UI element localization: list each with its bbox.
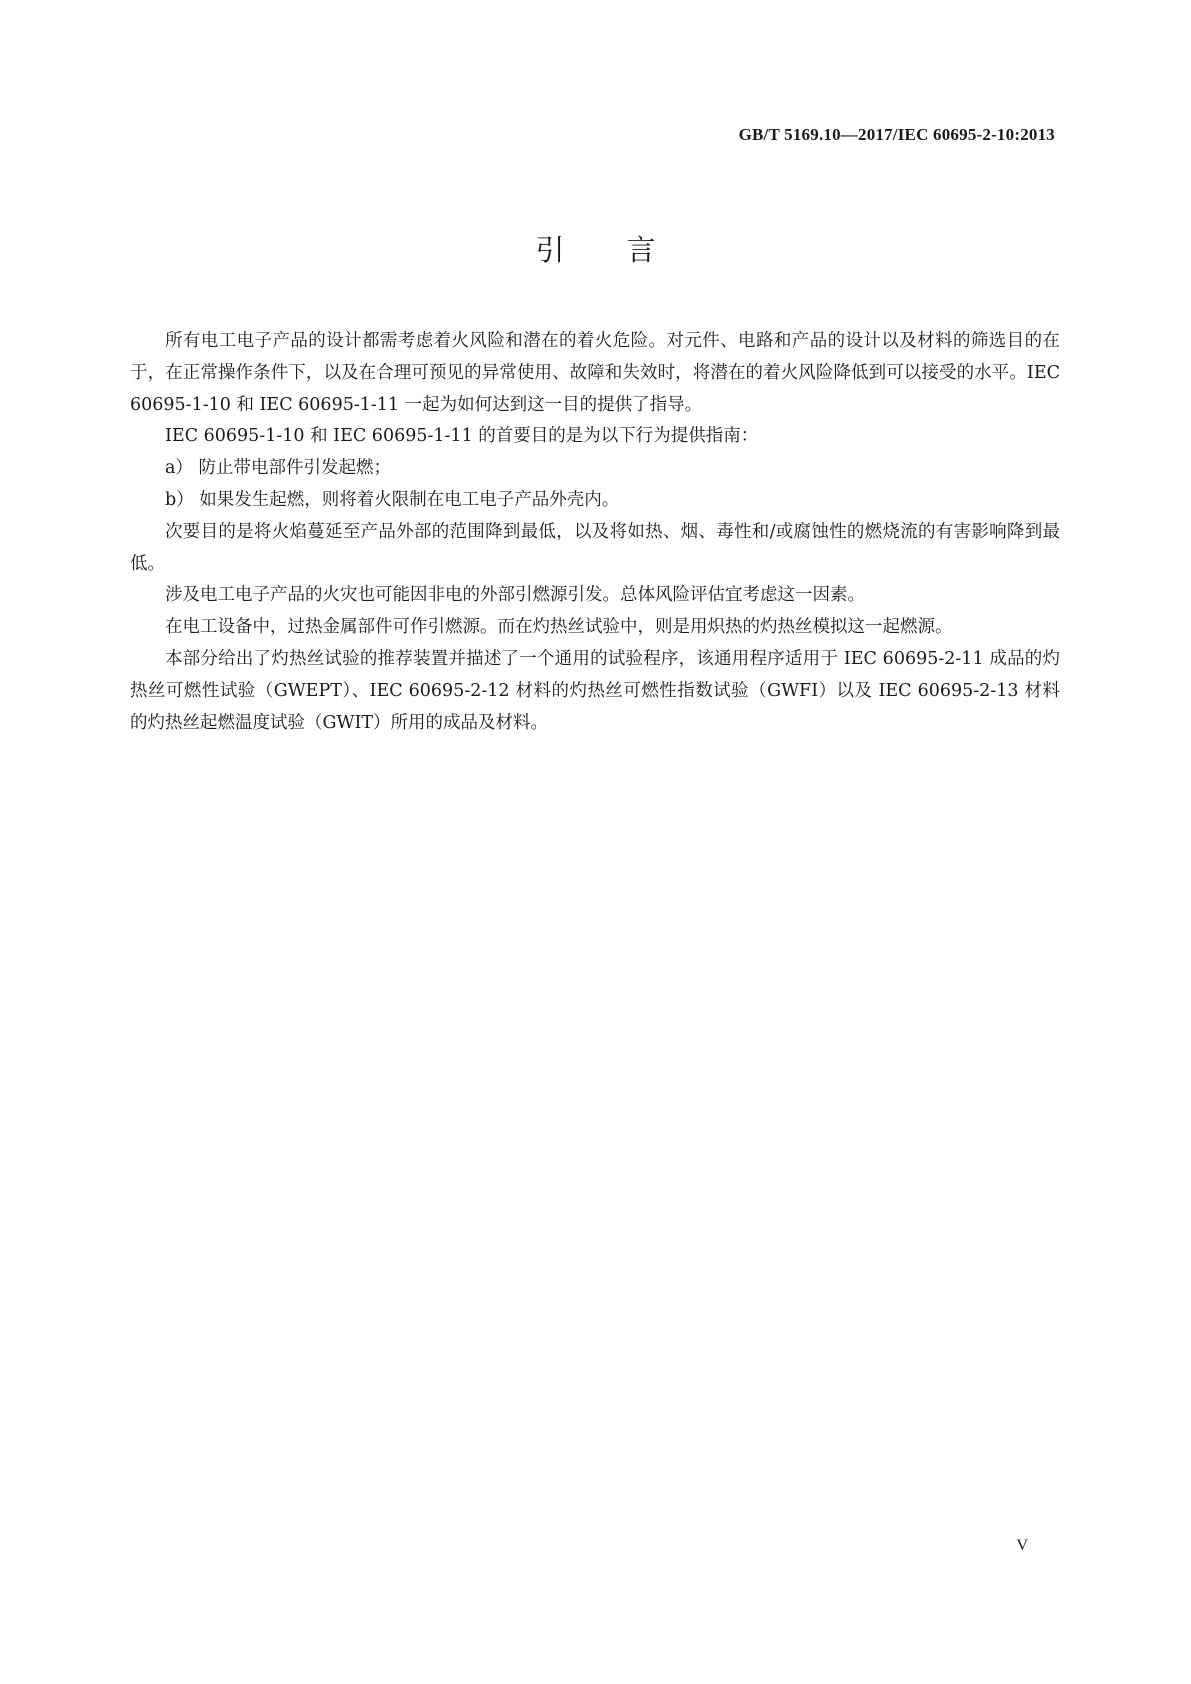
standard-code-header: GB/T 5169.10—2017/IEC 60695-2-10:2013 — [738, 125, 1055, 144]
list-item-a: a） 防止带电部件引发起燃； — [165, 458, 391, 479]
body-text — [130, 326, 1060, 739]
paragraph-secondary-purpose: 次要目的是将火焰蔓延至产品外部的范围降到最低，以及将如热、烟、毒性和/或腐蚀性的燃烧流的有害影响降到最低。 — [130, 521, 1060, 574]
paragraph-intro: 所有电工电子产品的设计都需考虑着火风险和潜在的着火危险。对元件、电路和产品的设计以及材料的筛选目的在于，在正常操作条件下，以及在合理可预见的异常使用、故障和失效时，将潜在的着火风险降低到可以接受的水平。IEC 60695-1-10 和 IEC 60695-1-11 一起为如何达到这一目的提供了指导。 — [130, 331, 1060, 415]
paragraph-purpose: IEC 60695-1-10 和 IEC 60695-1-11 的首要目的是为以下行为提供指南： — [165, 426, 759, 447]
paragraph-glow-wire-simulation: 在电工设备中，过热金属部件可作引燃源。而在灼热丝试验中，则是用炽热的灼热丝模拟这一起燃源。 — [165, 617, 953, 638]
page-number: V — [1016, 1537, 1028, 1554]
paragraph-scope: 本部分给出了灼热丝试验的推荐装置并描述了一个通用的试验程序，该通用程序适用于 IEC 60695-2-11 成品的灼热丝可燃性试验（GWEPT）、IEC 60695-2-12 材料的灼热丝可燃性指数试验（GWFI）以及 IEC 60695-2-13 材料的灼热丝起燃温度试验（GWIT）所用的成品及材料。 — [130, 648, 1060, 733]
paragraph-external-ignition: 涉及电工电子产品的火灾也可能因非电的外部引燃源引发。总体风险评估宜考虑这一因素。 — [165, 585, 865, 606]
section-title: 引言 — [535, 233, 718, 267]
list-item-b: b） 如果发生起燃，则将着火限制在电工电子产品外壳内。 — [165, 489, 620, 510]
